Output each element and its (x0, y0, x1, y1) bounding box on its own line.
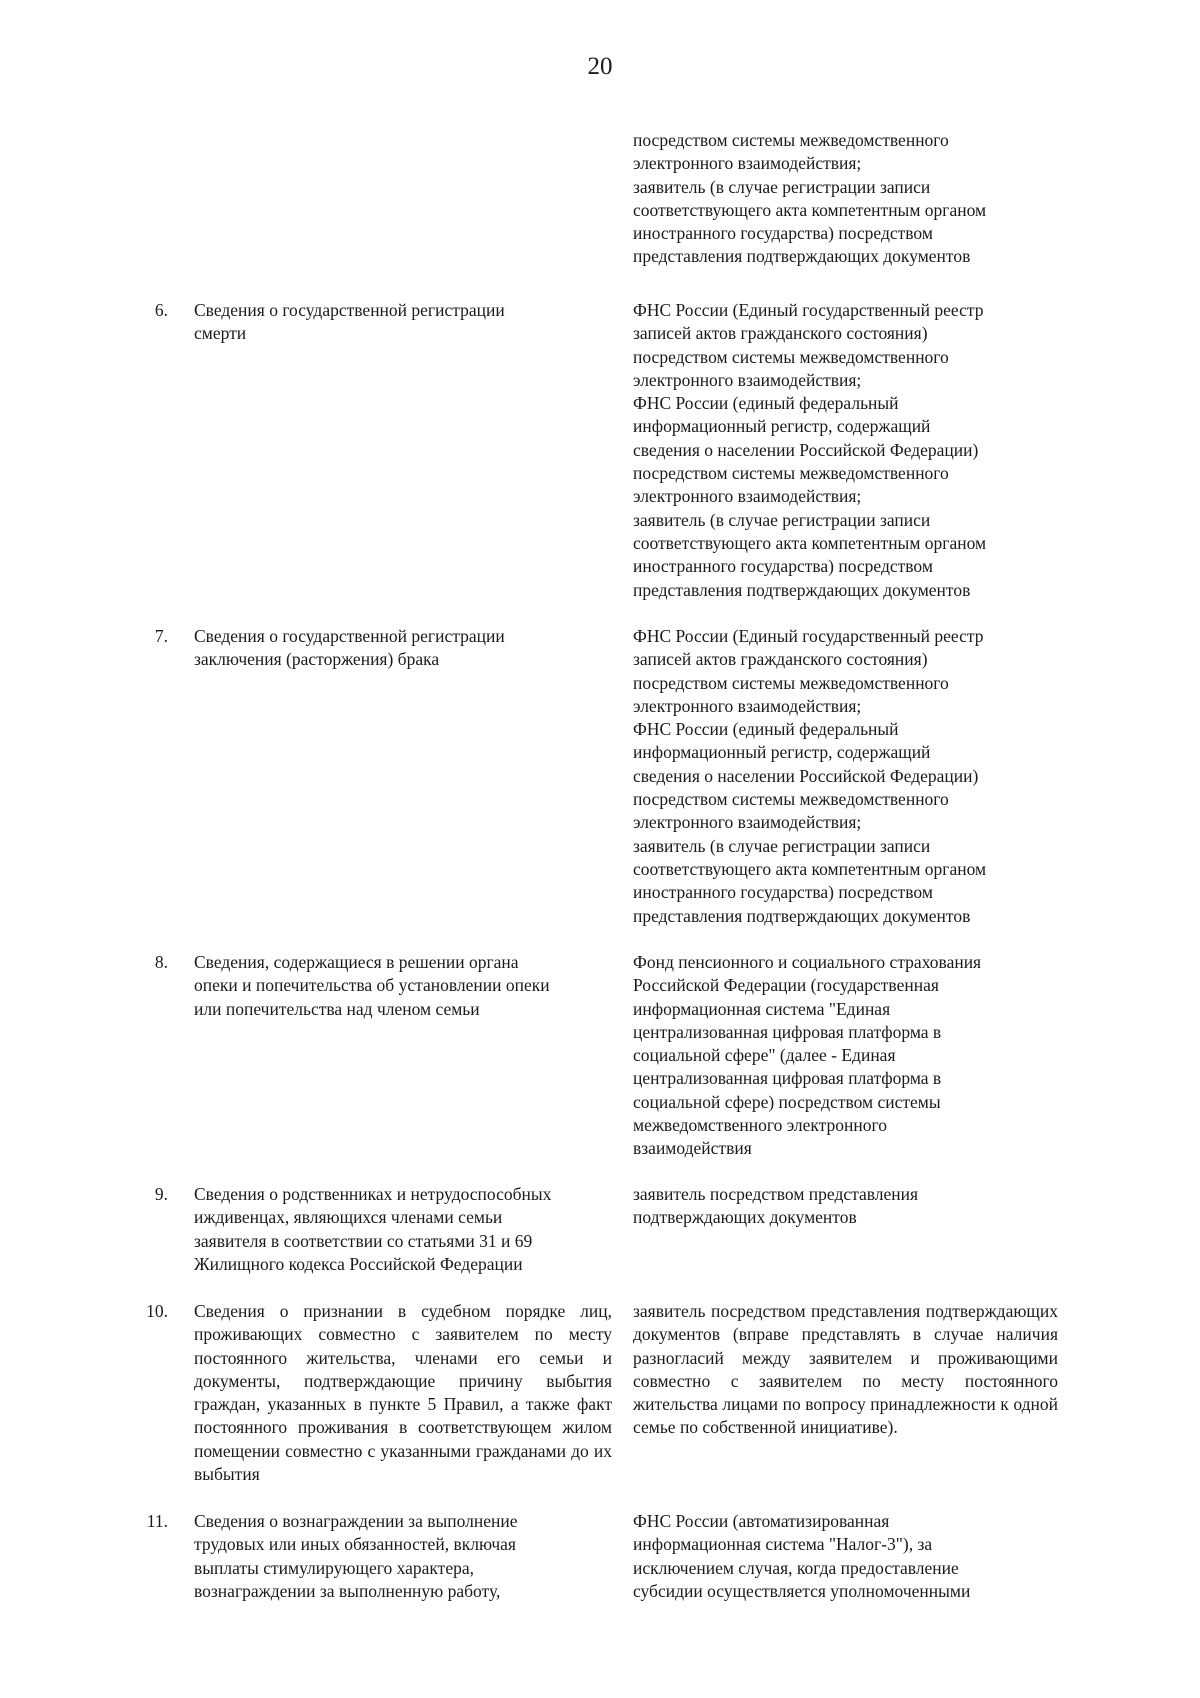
source-line: записей актов гражданского состояния) (633, 323, 928, 344)
source-line: ФНС России (автоматизированная (633, 1511, 890, 1531)
source-line: сведения о населении Российской Федерации) (633, 439, 979, 460)
source-line: информационный регистр, содержащий (633, 742, 931, 763)
info-line: иждивенцах, являющихся членами семьи (194, 1207, 503, 1228)
source-line: электронного взаимодействия; (633, 486, 862, 507)
info-line: смерти (194, 323, 247, 344)
row-number: 7. (154, 626, 168, 646)
info-line: Сведения о вознаграждении за выполнение (194, 1511, 518, 1531)
source-line: посредством системы межведомственного (633, 346, 949, 367)
source-cell (633, 625, 1058, 928)
table-row-9 (0, 1183, 1200, 1300)
source-line: Российской Федерации (государственная (633, 975, 939, 996)
table-row-6 (0, 299, 1200, 625)
source-line: иностранного государства) посредством (633, 882, 933, 903)
document-table (0, 129, 1200, 1610)
source-line: посредством системы межведомственного (633, 672, 949, 693)
info-line: выплаты стимулирующего характера, (194, 1557, 474, 1578)
source-cell: заявитель посредством представления подтверждающих документов (вправе представлять в случае наличия разногласий между заявителем и проживающими совместно с заявителем по месту постоянного жительства лицами по вопросу принадлежности к одной семье по собственной инициативе). (633, 1301, 1058, 1438)
row-number: 8. (154, 952, 168, 972)
table-row-10 (0, 1300, 1200, 1510)
source-line: соответствующего акта компетентным органом (633, 532, 987, 553)
source-line: посредством системы межведомственного (633, 130, 949, 150)
info-line: трудовых или иных обязанностей, включая (194, 1534, 516, 1555)
info-cell (194, 1183, 612, 1276)
source-line: социальной сфере" (далее - Единая (633, 1045, 896, 1066)
info-line: заключения (расторжения) брака (194, 649, 440, 670)
source-line: ФНС России (единый федеральный (633, 719, 899, 740)
source-line: межведомственного электронного (633, 1115, 888, 1136)
row-number: 10. (146, 1301, 168, 1321)
source-cell (633, 1183, 1058, 1230)
source-cell (633, 129, 1058, 269)
source-line: соответствующего акта компетентным органом (633, 858, 987, 879)
source-line: информационная система "Единая (633, 998, 891, 1019)
source-line: заявитель (в случае регистрации записи (633, 509, 931, 530)
info-cell (194, 1510, 612, 1603)
source-cell (633, 1510, 1058, 1603)
source-line: ФНС России (единый федеральный (633, 393, 899, 414)
source-line: заявитель посредством представления (633, 1184, 919, 1204)
source-line: информационный регистр, содержащий (633, 416, 931, 437)
source-line: иностранного государства) посредством (633, 223, 933, 244)
source-line: электронного взаимодействия; (633, 369, 862, 390)
table-row-continuation (0, 129, 1200, 269)
table-row-7 (0, 625, 1200, 951)
info-cell (194, 951, 612, 1021)
info-cell (194, 625, 612, 672)
row-number: 11. (146, 1511, 168, 1531)
source-line: электронного взаимодействия; (633, 153, 862, 174)
source-line: соответствующего акта компетентным органом (633, 199, 987, 220)
source-line: представления подтверждающих документов (633, 579, 971, 600)
source-line: представления подтверждающих документов (633, 905, 971, 926)
info-line: опеки и попечительства об установлении опеки (194, 975, 550, 996)
info-line: Сведения о государственной регистрации (194, 626, 505, 646)
info-line: или попечительства над членом семьи (194, 998, 480, 1019)
info-line: заявителя в соответствии со статьями 31 и 69 (194, 1230, 533, 1251)
info-line: Сведения, содержащиеся в решении органа (194, 952, 519, 972)
source-line: электронного взаимодействия; (633, 695, 862, 716)
source-line: ФНС России (Единый государственный реестр (633, 626, 984, 646)
source-line: представления подтверждающих документов (633, 246, 971, 267)
source-line: исключением случая, когда предоставление (633, 1557, 959, 1578)
source-line: Фонд пенсионного и социального страхования (633, 952, 982, 972)
info-line: Сведения о государственной регистрации (194, 300, 505, 320)
info-line: Сведения о родственниках и нетрудоспособных (194, 1184, 552, 1204)
source-line: подтверждающих документов (633, 1207, 857, 1228)
source-cell (633, 299, 1058, 602)
source-line: заявитель (в случае регистрации записи (633, 176, 931, 197)
source-line: ФНС России (Единый государственный реестр (633, 300, 984, 320)
source-line: электронного взаимодействия; (633, 812, 862, 833)
row-number: 9. (154, 1184, 168, 1204)
info-cell (194, 299, 612, 346)
source-line: централизованная цифровая платформа в (633, 1021, 942, 1042)
source-line: централизованная цифровая платформа в (633, 1068, 942, 1089)
page-number: 20 (587, 53, 613, 80)
source-line: сведения о населении Российской Федерации) (633, 765, 979, 786)
source-line: посредством системы межведомственного (633, 789, 949, 810)
info-cell: Сведения о признании в судебном порядке лиц, проживающих совместно с заявителем по месту постоянного жительства, членами его семьи и документы, подтверждающие причину выбытия граждан, указанных в пункте 5 Правил, а также факт постоянного проживания в соответствующем жилом помещении совместно с указанными гражданами до их выбытия (194, 1301, 612, 1485)
row-number: 6. (154, 300, 168, 320)
table-row-8 (0, 951, 1200, 1183)
source-line: заявитель (в случае регистрации записи (633, 835, 931, 856)
source-line: записей актов гражданского состояния) (633, 649, 928, 670)
source-line: социальной сфере) посредством системы (633, 1091, 941, 1112)
source-line: субсидии осуществляется уполномоченными (633, 1580, 971, 1601)
source-cell (633, 951, 1058, 1161)
source-line: информационная система "Налог-3"), за (633, 1534, 933, 1555)
info-line: вознаграждении за выполненную работу, (194, 1580, 501, 1601)
source-line: иностранного государства) посредством (633, 556, 933, 577)
info-line: Жилищного кодекса Российской Федерации (194, 1253, 523, 1274)
table-row-11 (0, 1510, 1200, 1610)
source-line: посредством системы межведомственного (633, 463, 949, 484)
source-line: взаимодействия (633, 1138, 752, 1159)
